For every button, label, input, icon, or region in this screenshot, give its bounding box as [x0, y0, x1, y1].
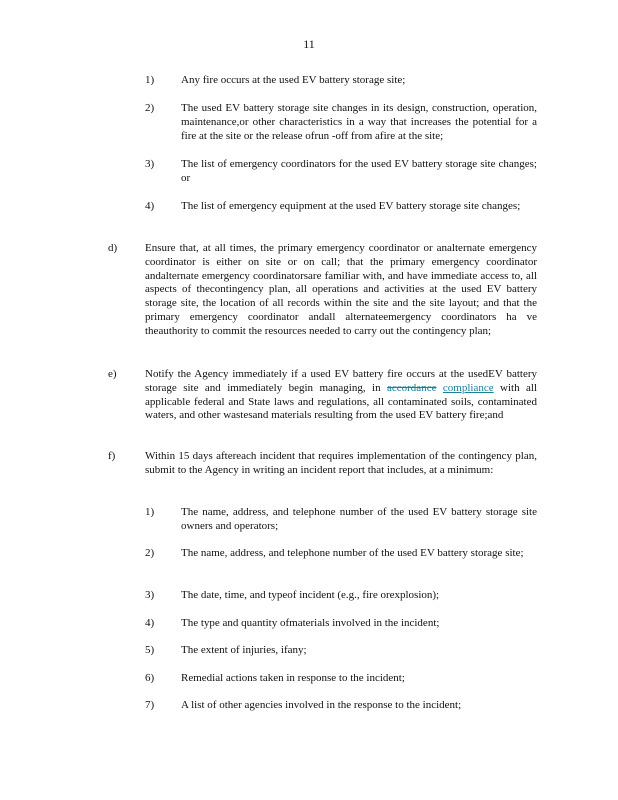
- section-text-d: Ensure that, at all times, the primary emergency coordinator or analternate emergency coordinator is either on site or on call; that the primary emergency coordinator andalternate emergency coordinatorsare familiar with, and have immediate access to, all aspects of thecontingency plan, all operations and activities at the used EV battery storage site, the location of all records within the site and the site layout; and that the primary emergency coordinator andall alternateemergency coordinators ha ve theauthority to commit the resources needed to carry out the contingency plan;: [145, 242, 537, 337]
- page-number: 11: [303, 37, 315, 51]
- list-item-number: 3): [145, 589, 155, 601]
- list-item-text: Remedial actions taken in response to the incident;: [181, 672, 405, 684]
- list-item-text: The used EV battery storage site changes in its design, construction, operation, maintenance,or other characteristics in a way that increases the potential for a fire at the site or the release ofrun -off from afire at the site;: [181, 102, 537, 142]
- list-item-number: 6): [145, 672, 155, 684]
- list-item-number: 4): [145, 617, 155, 629]
- section-text-e-end: with all applicable federal and State laws and regulations, all contaminated soils, contaminated waters, and other wastesand materials resulting from the used EV battery fire;and: [145, 381, 538, 422]
- list-item-text: A list of other agencies involved in the response to the incident;: [181, 699, 462, 711]
- list-item-number: 5): [145, 644, 155, 656]
- list-item-text: Any fire occurs at the used EV battery storage site;: [181, 74, 406, 86]
- list-item-number: 4): [145, 200, 155, 212]
- list-item-number: 7): [145, 699, 155, 711]
- list-item-text: The name, address, and telephone number of the used EV battery storage site owners and operators;: [181, 506, 537, 532]
- section-label-d: d): [108, 242, 118, 254]
- section-label-f: f): [108, 450, 116, 462]
- section-text-e: [145, 368, 537, 423]
- list-item-text: The list of emergency coordinators for the used EV battery storage site changes; or: [181, 158, 537, 184]
- list-item-number: 1): [145, 74, 155, 86]
- list-item-number: 1): [145, 506, 155, 518]
- section-text-e-start: Notify the Agency immediately if a used EV battery fire occurs at the usedEV battery storage site and immediately begin managing, in: [145, 368, 537, 394]
- section-label-e: e): [108, 368, 117, 380]
- deleted-text: accordance: [387, 381, 437, 394]
- list-item-text: The list of emergency equipment at the used EV battery storage site changes;: [181, 200, 521, 212]
- list-item-text: The name, address, and telephone number of the used EV battery storage site;: [181, 547, 524, 559]
- list-item-text: The date, time, and typeof incident (e.g., fire orexplosion);: [181, 589, 440, 601]
- list-item-number: 3): [145, 158, 155, 170]
- list-item-text: The type and quantity ofmaterials involved in the incident;: [181, 617, 440, 629]
- list-item-number: 2): [145, 102, 155, 114]
- section-text-f: Within 15 days aftereach incident that requires implementation of the contingency plan, submit to the Agency in writing an incident report that includes, at a minimum:: [145, 450, 537, 476]
- list-item-text: The extent of injuries, ifany;: [181, 644, 307, 656]
- list-item-number: 2): [145, 547, 155, 559]
- inserted-text: compliance: [442, 381, 494, 394]
